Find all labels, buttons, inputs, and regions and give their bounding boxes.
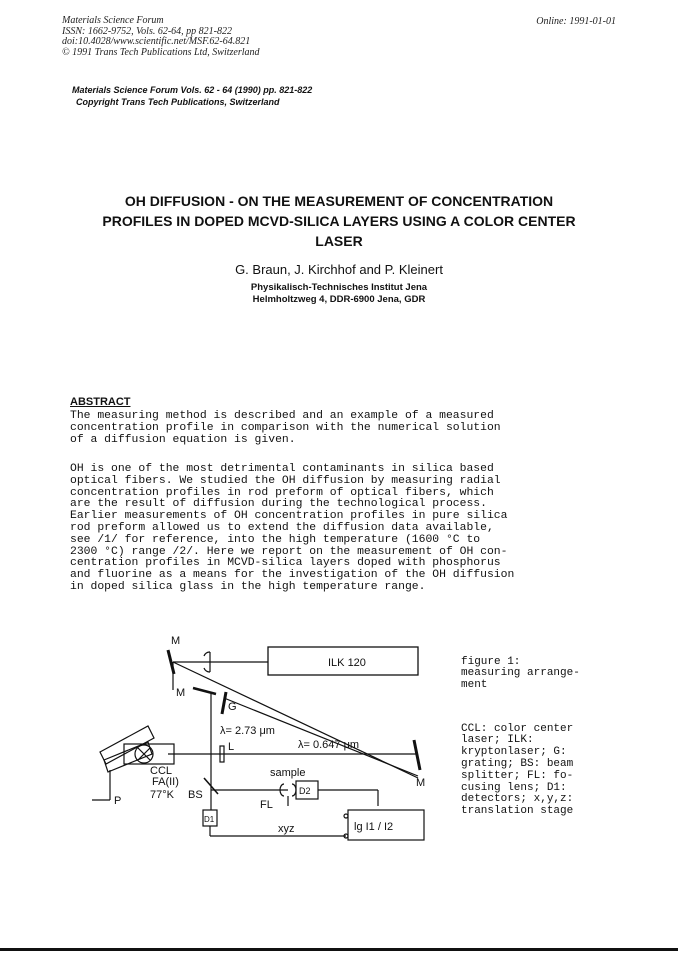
caption-line: cusing lens; D1: xyxy=(461,781,567,794)
meta-line: doi:10.4028/www.scientific.net/MSF.62-64.821 xyxy=(62,36,251,47)
journal-line: Materials Science Forum Vols. 62 - 64 (1990) pp. 821-822 xyxy=(72,85,313,95)
body-line: Earlier measurements of OH concentration profiles in pure silica xyxy=(70,510,508,523)
mirror-left xyxy=(193,688,216,694)
body-line: see /1/ for reference, into the high temperature (1600 °C to xyxy=(70,533,481,546)
body-line: centration profiles in MCVD-silica layers doped with phosphorus xyxy=(70,557,501,570)
body-line: and fluorine as a means for the investigation of the OH diffusion xyxy=(70,569,515,582)
meta-line: © 1991 Trans Tech Publications Ltd, Switzerland xyxy=(62,46,260,58)
label-m-left: M xyxy=(176,687,186,699)
body-line: OH is one of the most detrimental contaminants in silica based xyxy=(70,463,494,475)
title-line: OH DIFFUSION - ON THE MEASUREMENT OF CONCENTRATION xyxy=(124,193,554,209)
meta-line: ISSN: 1662-9752, Vols. 62-64, pp 821-822 xyxy=(62,25,232,37)
label-lambda2: λ= 0.647 μm xyxy=(298,739,360,751)
copyright-line: Copyright Trans Tech Publications, Switzerland xyxy=(76,97,280,107)
beam-diagonal-grating xyxy=(224,698,418,776)
abstract-text xyxy=(70,411,501,446)
affiliation-line: Physikalisch-Technisches Institut Jena xyxy=(250,282,428,293)
abstract-line: The measuring method is described and an example of a measured xyxy=(70,410,494,422)
ratio-input-1 xyxy=(344,814,348,818)
body-line: 2300 °C) range /2/. Here we report on the measurement of OH con- xyxy=(70,545,508,558)
title-line: PROFILES IN DOPED MCVD-SILICA LAYERS USING A COLOR CENTER xyxy=(102,213,576,229)
figure-caption xyxy=(461,633,580,838)
abstract-line: of a diffusion equation is given. xyxy=(70,433,296,446)
label-temp: 77°K xyxy=(150,789,174,801)
affiliation xyxy=(62,282,616,306)
caption-line: kryptonlaser; G: xyxy=(461,746,567,759)
caption-legend xyxy=(461,724,580,818)
authors: G. Braun, J. Kirchhof and P. Kleinert xyxy=(235,262,443,277)
caption-line: figure 1: xyxy=(461,655,521,668)
label-ilk: ILK 120 xyxy=(328,657,366,669)
caption-line: laser; ILK: xyxy=(461,734,534,747)
body-text xyxy=(70,464,514,594)
journal-citation xyxy=(72,84,312,108)
label-d1: D1 xyxy=(204,815,215,824)
online-date: Online: 1991-01-01 xyxy=(536,16,616,27)
mirror-right xyxy=(414,740,420,770)
abstract-line: concentration profile in comparison with the numerical solution xyxy=(70,421,501,434)
label-ccl: CCL xyxy=(150,765,173,777)
label-xyz: xyz xyxy=(278,823,295,835)
label-m-right: M xyxy=(416,777,426,789)
publication-meta xyxy=(62,16,260,58)
grating xyxy=(222,692,226,714)
label-fl: FL xyxy=(260,799,273,811)
caption-line: translation stage xyxy=(461,805,574,818)
body-line: are the result of diffusion during the technological process. xyxy=(70,498,487,511)
bottom-rule xyxy=(0,948,678,951)
caption-title xyxy=(461,657,580,692)
title-line: LASER xyxy=(315,233,363,249)
label-g: G xyxy=(228,701,237,713)
label-d2: D2 xyxy=(299,786,311,796)
body-line: rod preform allowed us to extend the diffusion data available, xyxy=(70,521,494,534)
measuring-arrangement-diagram xyxy=(88,630,438,850)
caption-line: CCL: color center xyxy=(461,722,574,735)
label-p: P xyxy=(114,795,122,807)
body-line: optical fibers. We studied the OH diffusion by measuring radial xyxy=(70,474,501,487)
caption-line: detectors; x,y,z: xyxy=(461,793,574,806)
caption-line: splitter; FL: fo- xyxy=(461,769,574,782)
caption-line: measuring arrange- xyxy=(461,667,580,680)
label-fa: FA(II) xyxy=(152,776,179,788)
caption-line: ment xyxy=(461,679,488,692)
abstract-heading: ABSTRACT xyxy=(70,396,131,408)
label-m-top: M xyxy=(171,635,181,647)
label-bs: BS xyxy=(188,789,203,801)
label-l: L xyxy=(228,741,235,753)
body-line: in doped silica glass in the high temperature range. xyxy=(70,580,426,593)
label-lambda1: λ= 2.73 μm xyxy=(220,725,275,737)
body-line: concentration profiles in rod preform of optical fibers, which xyxy=(70,486,494,499)
label-sample: sample xyxy=(270,767,306,779)
label-ratio: lg I1 / I2 xyxy=(354,821,394,833)
paper-title xyxy=(62,191,616,251)
meta-line: Materials Science Forum xyxy=(62,15,164,26)
caption-line: grating; BS: beam xyxy=(461,757,574,770)
affiliation-line: Helmholtzweg 4, DDR-6900 Jena, GDR xyxy=(252,294,426,305)
